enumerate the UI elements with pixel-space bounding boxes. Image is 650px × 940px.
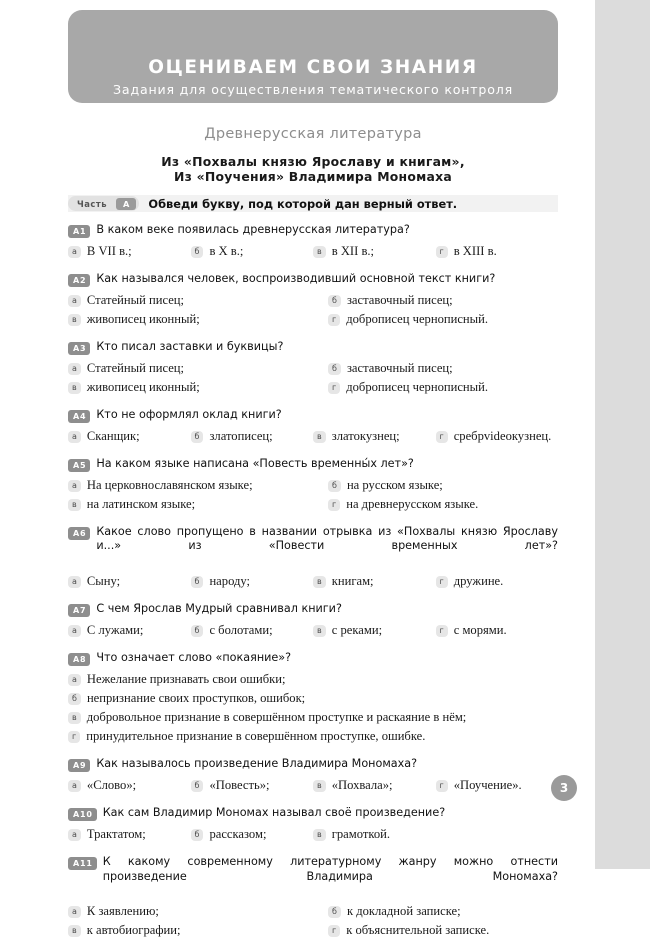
question-tag: А6 (68, 527, 90, 540)
answer-letter[interactable]: б (191, 576, 204, 588)
answer-letter[interactable]: б (328, 295, 341, 307)
question-text: Что означает слово «покаяние»? (96, 651, 292, 665)
answer-text: принудительное признание в совершённом проступке, ошибке. (86, 729, 426, 744)
answer-option[interactable] (313, 291, 558, 310)
question-tag: А10 (68, 808, 97, 821)
answer-option[interactable] (436, 621, 559, 640)
answer-option[interactable] (68, 708, 558, 727)
answer-option[interactable] (68, 825, 191, 844)
answer-letter[interactable]: б (68, 693, 81, 705)
answer-letter[interactable]: г (328, 314, 340, 326)
answer-letter[interactable]: б (191, 431, 204, 443)
answer-option[interactable] (68, 476, 313, 495)
answer-option[interactable] (313, 310, 558, 329)
question-tag: А7 (68, 604, 90, 617)
answer-letter[interactable]: а (68, 576, 81, 588)
part-bar (68, 195, 558, 212)
answer-text: живописец иконный; (86, 312, 200, 326)
answer-text: заставочный писец; (346, 293, 453, 307)
answer-options (68, 776, 558, 795)
answer-options (68, 291, 558, 329)
answer-text: доброписец чернописный. (346, 380, 489, 394)
question-head (68, 408, 558, 423)
answer-text: в XII в.; (331, 244, 375, 258)
question-head (68, 340, 558, 355)
answer-letter[interactable]: б (328, 906, 341, 918)
question-text: В каком веке появилась древнерусская литература? (96, 223, 410, 236)
answer-option[interactable] (436, 242, 559, 261)
question-tag: А2 (68, 274, 90, 287)
answer-text: грамоткой. (331, 827, 391, 842)
answer-letter[interactable]: в (68, 314, 81, 326)
answer-text: непризнание своих проступков, ошибок; (86, 691, 306, 706)
answer-option[interactable] (68, 776, 191, 795)
answer-letter[interactable]: г (68, 731, 80, 743)
answer-text: «Поучение». (453, 778, 522, 793)
answer-letter[interactable]: б (191, 246, 204, 258)
question-text: К какому современному литературному жанру можно отнести произведение Владимира Мономаха? (102, 855, 558, 883)
answer-option[interactable] (313, 572, 436, 591)
answer-text: сребрvideокузнец. (453, 429, 552, 443)
answer-letter[interactable]: г (436, 576, 448, 588)
banner-title: ОЦЕНИВАЕМ СВОИ ЗНАНИЯ (148, 57, 478, 78)
question (68, 340, 558, 397)
question-head (68, 806, 558, 821)
question-tag: А8 (68, 653, 90, 666)
answer-letter[interactable]: б (191, 829, 204, 841)
answer-text: Трактатом; (86, 827, 146, 842)
answer-option[interactable] (313, 921, 558, 940)
answer-text: златокузнец; (331, 429, 400, 443)
answer-options (68, 902, 558, 940)
answer-letter[interactable]: в (313, 780, 326, 792)
answer-option[interactable] (191, 621, 314, 640)
question-text: Какое слово пропущено в названии отрывка из «Похвалы князю Ярославу и...» из «Повести временных лет»? (96, 525, 558, 553)
part-label: Часть (77, 198, 108, 209)
answer-option[interactable] (68, 572, 191, 591)
answer-option[interactable] (191, 776, 314, 795)
answer-text: С лужами; (86, 623, 144, 638)
answer-option[interactable] (68, 291, 313, 310)
answer-option[interactable] (313, 378, 558, 397)
answer-letter[interactable]: в (313, 246, 326, 258)
answer-text: с болотами; (209, 623, 273, 638)
answer-text: рассказом; (209, 827, 267, 842)
question-text: Как сам Владимир Мономах называл своё произведение? (102, 806, 446, 820)
question (68, 223, 558, 261)
question (68, 408, 558, 446)
answer-text: заставочный писец; (346, 361, 453, 375)
answer-text: к докладной записке; (346, 904, 461, 919)
question-text: С чем Ярослав Мудрый сравнивал книги? (96, 602, 342, 616)
question-tag: А1 (68, 225, 90, 238)
question-tag: А9 (68, 759, 90, 772)
answer-letter[interactable]: а (68, 480, 81, 492)
answer-options (68, 242, 558, 261)
answer-text: в XIII в. (453, 244, 497, 258)
question (68, 525, 558, 591)
header-banner (68, 10, 558, 103)
answer-text: народу; (209, 574, 251, 589)
part-letter: А (116, 198, 136, 210)
answer-letter[interactable]: в (68, 499, 81, 511)
answer-option[interactable] (313, 359, 558, 378)
answer-text: на латинском языке; (86, 497, 196, 511)
answer-option[interactable] (436, 776, 559, 795)
answer-letter[interactable]: б (191, 625, 204, 637)
answer-text: дружине. (453, 574, 504, 589)
answer-letter[interactable]: г (328, 499, 340, 511)
answer-letter[interactable]: г (328, 925, 340, 937)
answer-text: к автобиографии; (86, 923, 181, 938)
answer-text: «Слово»; (86, 778, 137, 793)
answer-letter[interactable]: а (68, 829, 81, 841)
question (68, 651, 558, 746)
part-badge (68, 196, 139, 211)
answer-option[interactable] (68, 378, 313, 397)
answer-letter[interactable]: а (68, 906, 81, 918)
answer-text: Статейный писец; (86, 293, 185, 307)
answer-text: Статейный писец; (86, 361, 185, 375)
answer-option[interactable] (191, 572, 314, 591)
page-content (68, 0, 558, 940)
page-edge-band (595, 0, 650, 869)
answer-text: златописец; (209, 429, 273, 443)
work-title-line-2: Из «Поучения» Владимира Мономаха (174, 169, 452, 184)
answer-options (68, 476, 558, 514)
answer-option[interactable] (313, 621, 436, 640)
answer-letter[interactable]: г (436, 431, 448, 443)
question (68, 602, 558, 640)
question-text: Кто писал заставки и буквицы? (96, 340, 284, 353)
answer-letter[interactable]: г (436, 780, 448, 792)
answer-letter[interactable]: б (328, 363, 341, 375)
question-head (68, 757, 558, 772)
answer-text: Нежелание признавать свои ошибки; (86, 672, 286, 687)
answer-letter[interactable]: г (436, 246, 448, 258)
answer-text: на русском языке; (346, 478, 443, 492)
answer-options (68, 621, 558, 640)
answer-text: К заявлению; (86, 904, 159, 919)
answer-text: Сканщик; (86, 429, 140, 443)
answer-option[interactable] (313, 495, 558, 514)
answer-option[interactable] (313, 776, 436, 795)
question-head (68, 223, 558, 238)
question-text: На каком языке написана «Повесть временны́х лет»? (96, 457, 414, 470)
answer-letter[interactable]: в (313, 431, 326, 443)
answer-letter[interactable]: г (328, 382, 340, 394)
answer-option[interactable] (68, 242, 191, 261)
answer-option[interactable] (68, 621, 191, 640)
question-tag: А5 (68, 459, 90, 472)
question (68, 757, 558, 795)
answer-options (68, 359, 558, 397)
answer-letter[interactable]: в (313, 829, 326, 841)
question-tag: А3 (68, 342, 90, 355)
answer-options (68, 572, 558, 591)
answer-options (68, 427, 558, 446)
question-tag: А11 (68, 857, 97, 870)
answer-options (68, 825, 558, 844)
answer-text: в X в.; (209, 244, 244, 258)
answer-text: с реками; (331, 623, 383, 638)
answer-option[interactable] (68, 902, 313, 921)
answer-option[interactable] (68, 921, 313, 940)
question-text: Как назывался человек, воспроизводивший основной текст книги? (96, 272, 496, 285)
answer-option[interactable] (191, 242, 314, 261)
answer-letter[interactable]: в (313, 625, 326, 637)
answer-letter[interactable]: б (328, 480, 341, 492)
answer-letter[interactable]: а (68, 625, 81, 637)
answer-text: В VII в.; (86, 244, 132, 258)
answer-letter[interactable]: в (68, 382, 81, 394)
answer-option[interactable] (68, 359, 313, 378)
question-tag: А4 (68, 410, 90, 423)
answer-option[interactable] (313, 902, 558, 921)
answer-option[interactable] (68, 727, 558, 746)
answer-option[interactable] (68, 689, 558, 708)
answer-letter[interactable]: б (191, 780, 204, 792)
answer-text: «Похвала»; (331, 778, 393, 793)
section-title: Древнерусская литература (204, 126, 422, 142)
work-title (68, 154, 558, 184)
question-head (68, 525, 558, 568)
part-instruction: Обведи букву, под которой дан верный ответ. (148, 196, 458, 211)
question-head (68, 602, 558, 617)
question-head (68, 272, 558, 287)
answer-text: «Повесть»; (209, 778, 270, 793)
answer-text: с морями. (453, 623, 507, 638)
answer-letter[interactable]: а (68, 674, 81, 686)
answer-text: доброписец чернописный. (346, 312, 489, 326)
answer-option[interactable] (68, 310, 313, 329)
answer-option[interactable] (313, 242, 436, 261)
answer-letter[interactable]: а (68, 431, 81, 443)
question-text: Как называлось произведение Владимира Мономаха? (96, 757, 418, 771)
answer-letter[interactable]: в (68, 712, 81, 724)
answer-text: к объяснительной записке. (346, 923, 490, 938)
answer-options (68, 670, 558, 746)
answer-letter[interactable]: а (68, 780, 81, 792)
answer-text: на древнерусском языке. (346, 497, 479, 511)
answer-letter[interactable]: а (68, 246, 81, 258)
question (68, 272, 558, 329)
question (68, 457, 558, 514)
answer-text: На церковнославянском языке; (86, 478, 253, 492)
page-number: 3 (551, 775, 577, 801)
answer-text: Сыну; (86, 574, 121, 589)
answer-option[interactable] (436, 572, 559, 591)
question-head (68, 855, 558, 898)
question-head (68, 457, 558, 472)
answer-letter[interactable]: г (436, 625, 448, 637)
answer-text: книгам; (331, 574, 374, 589)
answer-option[interactable] (313, 476, 558, 495)
question (68, 855, 558, 940)
answer-option[interactable] (313, 427, 436, 446)
answer-text: добровольное признание в совершённом проступке и раскаяние в нём; (86, 710, 467, 725)
work-title-line-1: Из «Похвалы князю Ярославу и книгам», (161, 154, 465, 169)
answer-option[interactable] (313, 825, 436, 844)
answer-option[interactable] (191, 825, 314, 844)
answer-option[interactable] (68, 427, 191, 446)
answer-letter[interactable]: в (313, 576, 326, 588)
answer-text: живописец иконный; (86, 380, 200, 394)
answer-letter[interactable]: а (68, 295, 81, 307)
question-text: Кто не оформлял оклад книги? (96, 408, 282, 421)
questions-list (68, 223, 558, 940)
answer-option[interactable] (68, 670, 558, 689)
question (68, 806, 558, 844)
banner-subtitle: Задания для осуществления тематического контроля (113, 82, 513, 97)
answer-option[interactable] (68, 495, 313, 514)
answer-letter[interactable]: а (68, 363, 81, 375)
answer-option[interactable] (436, 427, 559, 446)
answer-letter[interactable]: в (68, 925, 81, 937)
answer-option[interactable] (191, 427, 314, 446)
question-head (68, 651, 558, 666)
